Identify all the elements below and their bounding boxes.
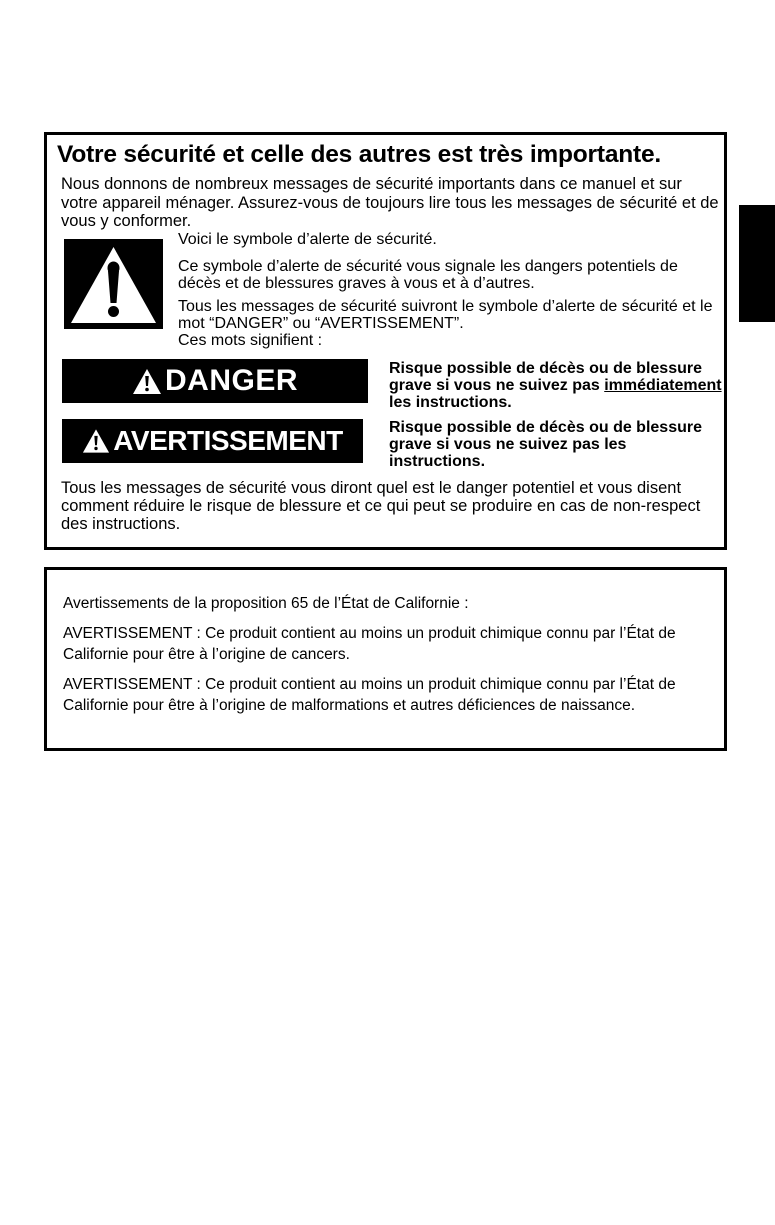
danger-definition	[389, 360, 724, 411]
warning-label: AVERTISSEMENT	[113, 425, 343, 456]
warning-definition: Risque possible de décès ou de blessure grave si vous ne suivez pas les instructions.	[389, 419, 702, 470]
safety-closing: Tous les messages de sécurité vous diront quel est le danger potentiel et vous disent comment réduire le risque de blessure et ce qui peut se produire en cas de non-respect des instructions.	[61, 479, 701, 533]
warning-alert-icon	[82, 428, 110, 454]
signal-words-lead: Ces mots signifient :	[178, 332, 323, 349]
safety-intro: Nous donnons de nombreux messages de sécurité importants dans ce manuel et sur votre appareil ménager. Assurez-vous de toujours lire tous les messages de sécurité et de vous y conformer.	[61, 175, 719, 230]
symbol-meaning: Ce symbole d’alerte de sécurité vous signale les dangers potentiels de décès et de blessures graves à vous et à d’autres.	[178, 258, 678, 292]
danger-text-emphasis: immédiatement	[604, 377, 722, 394]
safety-title: Votre sécurité et celle des autres est très importante.	[57, 141, 662, 168]
section-tab-marker	[739, 205, 775, 322]
danger-alert-icon	[132, 368, 162, 395]
prop65-box	[44, 567, 727, 751]
signal-words-intro	[178, 298, 723, 349]
danger-text-b: les instructions.	[389, 394, 512, 411]
symbol-description: Voici le symbole d’alerte de sécurité.	[178, 231, 437, 248]
prop65-title: Avertissements de la proposition 65 de l’État de Californie :	[63, 595, 469, 612]
prop65-warning-cancer: AVERTISSEMENT : Ce produit contient au moins un produit chimique connu par l’État de Californie pour être à l’origine de cancers.	[63, 625, 676, 663]
danger-text-a: Risque possible de décès ou de blessure grave si vous ne suivez pas	[389, 360, 702, 394]
signal-words-text: Tous les messages de sécurité suivront le symbole d’alerte de sécurité et le mot “DANGER” ou “AVERTISSEMENT”.	[178, 298, 713, 332]
danger-banner	[62, 359, 368, 403]
safety-alert-icon	[64, 239, 163, 329]
safety-notice-box	[44, 132, 727, 550]
warning-banner	[62, 419, 363, 463]
danger-label: DANGER	[164, 364, 298, 397]
prop65-warning-birth-defects: AVERTISSEMENT : Ce produit contient au moins un produit chimique connu par l’État de Californie pour être à l’origine de malformations et autres déficiences de naissance.	[63, 676, 676, 714]
